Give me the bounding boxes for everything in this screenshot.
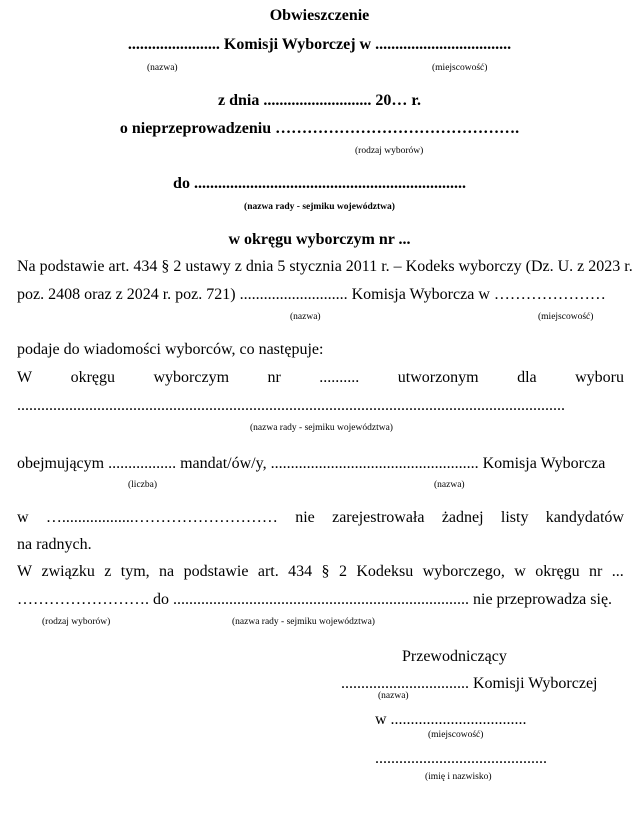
word: nr	[589, 563, 603, 580]
word: 2	[338, 563, 347, 580]
word: tym,	[120, 563, 150, 580]
label-rodzaj-wyborow: (rodzaj wyborów)	[42, 617, 111, 627]
word: dla	[517, 369, 537, 386]
word: wyborczego,	[422, 563, 505, 580]
word: §	[321, 563, 330, 580]
word: …..................………………………	[45, 509, 278, 526]
document-title: Obwieszczenie	[269, 7, 370, 24]
do-line: do ....................................................................	[173, 175, 466, 192]
signature-title: Przewodniczący	[402, 648, 507, 665]
word: art.	[257, 563, 279, 580]
paragraph-3-dots: .........................................................................................................................................	[17, 397, 565, 414]
label-nazwa: (nazwa)	[290, 312, 321, 322]
paragraph-1-line-2: poz. 2408 oraz z 2024 r. poz. 721) ........................... Komisja Wyborcza w …………………	[17, 286, 606, 303]
paragraph-5-line-2: na radnych.	[17, 536, 92, 553]
date-line: z dnia ........................... 20… r.	[218, 92, 421, 109]
word: 434	[288, 563, 313, 580]
signature-committee-line: ................................ Komisji Wyborczej	[341, 675, 598, 692]
paragraph-4: obejmującym ................. mandat/ów/y, .................................................... Komisja Wyborcza	[17, 455, 606, 472]
word: utworzonym	[397, 369, 479, 386]
label-rodzaj-wyborow: (rodzaj wyborów)	[355, 146, 424, 156]
word: żadnej	[441, 509, 484, 526]
word: nr	[267, 369, 281, 386]
label-nazwa-rady: (nazwa rady - sejmiku województwa)	[250, 423, 393, 433]
word: W	[17, 369, 33, 386]
word: W	[17, 563, 33, 580]
committee-line: ....................... Komisji Wyborczej w ..................................	[127, 36, 512, 53]
word: listy	[500, 509, 529, 526]
label-liczba: (liczba)	[128, 480, 158, 490]
signature-place-line: w ..................................	[375, 711, 527, 728]
word: wyborczym	[153, 369, 230, 386]
label-nazwa-rady: (nazwa rady - sejmiku województwa)	[232, 617, 375, 627]
word: w	[17, 509, 29, 526]
word: zarejestrowała	[332, 509, 425, 526]
label-nazwa: (nazwa)	[147, 63, 178, 73]
label-miejscowosc: (miejscowość)	[432, 63, 488, 73]
word: okręgu	[70, 369, 116, 386]
label-nazwa: (nazwa)	[378, 691, 409, 701]
paragraph-6-line-2: ……………………. do .......................................................................... nie przeprowadza się.	[17, 591, 613, 608]
word: na	[159, 563, 175, 580]
label-miejscowosc: (miejscowość)	[428, 730, 484, 740]
label-imie-i-nazwisko: (imię i nazwisko)	[425, 772, 492, 782]
word: ...	[611, 563, 624, 580]
paragraph-5-line-1	[17, 509, 624, 527]
subject-line: o nieprzeprowadzeniu ……………………………………….	[119, 120, 520, 137]
label-nazwa-rady: (nazwa rady - sejmiku województwa)	[244, 202, 395, 212]
district-line: w okręgu wyborczym nr ...	[228, 231, 411, 248]
signature-name-line: ...........................................	[375, 750, 547, 767]
word: wyboru	[575, 369, 624, 386]
paragraph-2: podaje do wiadomości wyborców, co następuje:	[17, 341, 324, 358]
paragraph-3-line-1	[17, 369, 624, 387]
word: związku	[41, 563, 95, 580]
word: Kodeksu	[356, 563, 414, 580]
word: podstawie	[183, 563, 249, 580]
label-nazwa: (nazwa)	[434, 480, 465, 490]
word: ..........	[319, 369, 360, 386]
label-miejscowosc: (miejscowość)	[538, 312, 594, 322]
word: w	[514, 563, 526, 580]
paragraph-6-line-1	[17, 563, 624, 581]
word: kandydatów	[545, 509, 624, 526]
word: okręgu	[535, 563, 580, 580]
paragraph-1-line-1: Na podstawie art. 434 § 2 ustawy z dnia 5 stycznia 2011 r. – Kodeks wyborczy (Dz. U. z 2023 r.	[17, 258, 633, 275]
word: nie	[295, 509, 315, 526]
word: z	[104, 563, 112, 580]
